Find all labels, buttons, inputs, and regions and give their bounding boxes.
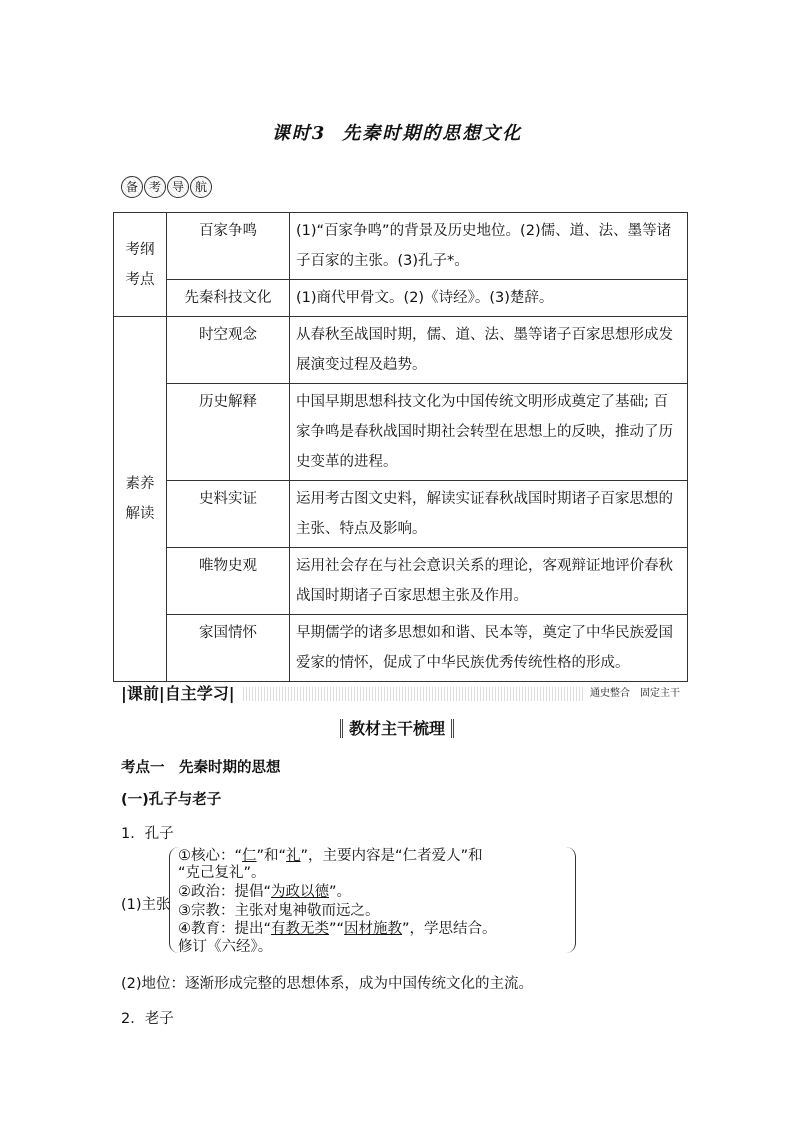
category-cell: 考纲 考点	[114, 213, 167, 317]
table-row	[114, 213, 688, 280]
table-row	[114, 384, 688, 481]
kaodian-heading: 考点一 先秦时期的思想	[121, 760, 281, 776]
table-row	[114, 548, 688, 615]
value-cell: (1)“百家争鸣”的背景及历史地位。(2)儒、道、法、墨等诸子百家的主张。(3)孔子*。	[290, 213, 688, 280]
heading-laozi: 2．老子	[121, 1011, 174, 1027]
badge-char: 考	[144, 176, 166, 198]
text: ”和“	[256, 848, 287, 864]
section-title	[0, 716, 794, 739]
key-cell: 百家争鸣	[167, 213, 290, 280]
text: ②政治：提倡“	[178, 884, 272, 900]
value-cell: 早期儒学的诸多思想如和谐、民本等，奠定了中华民族爱国爱家的情怀，促成了中华民族优秀传统性格的形成。	[290, 615, 688, 682]
table-row	[114, 481, 688, 548]
outline-table	[113, 212, 688, 682]
text: ①核心：“	[178, 848, 243, 864]
lesson-number: 课时3	[271, 123, 327, 144]
table-row	[114, 615, 688, 682]
page-title	[0, 119, 794, 145]
value-cell: 中国早期思想科技文化为中国传统文明形成奠定了基础; 百家争鸣是春秋战国时期社会转型在思想上的反映，推动了历史变革的进程。	[290, 384, 688, 481]
text: ④教育：提出“	[178, 921, 272, 937]
answer-ren: 仁	[242, 848, 257, 864]
point-politics	[178, 884, 351, 901]
key-cell: 历史解释	[167, 384, 290, 481]
answer-weizhengyide: 为政以德	[271, 884, 330, 900]
value-cell: (1)商代甲骨文。(2)《诗经》。(3)楚辞。	[290, 280, 688, 317]
badge-char: 导	[167, 176, 189, 198]
bar-label: |课前|自主学习|	[121, 684, 235, 703]
key-cell: 时空观念	[167, 317, 290, 384]
section-title-text: 教材主干梳理	[340, 719, 454, 738]
answer-li: 礼	[286, 848, 301, 864]
point-religion: ③宗教：主张对鬼神敬而远之。	[178, 903, 380, 919]
value-cell: 运用社会存在与社会意识关系的理论，客观辩证地评价春秋战国时期诸子百家思想主张及作用。	[290, 548, 688, 615]
answer-youjiaowulei: 有教无类	[271, 921, 330, 937]
key-cell: 唯物史观	[167, 548, 290, 615]
heading-kongzi-text: 1．孔子	[121, 826, 174, 842]
key-cell: 先秦科技文化	[167, 280, 290, 317]
sub-heading: (一)孔子与老子	[121, 792, 222, 808]
value-cell: 从春秋至战国时期，儒、道、法、墨等诸子百家思想形成发展演变过程及趋势。	[290, 317, 688, 384]
badge-char: 航	[190, 176, 212, 198]
key-cell: 家国情怀	[167, 615, 290, 682]
text: ”，主要内容是“仁者爱人”和	[300, 848, 483, 864]
section-bar	[121, 683, 680, 705]
zhuzhang-label: (1)主张	[121, 897, 171, 913]
heading-kongzi	[121, 822, 174, 843]
point-liujing: 修订《六经》。	[178, 939, 273, 955]
status-line: (2)地位：逐渐形成完整的思想体系，成为中国传统文化的主流。	[121, 976, 534, 992]
point-core	[178, 848, 483, 865]
key-cell: 史料实证	[167, 481, 290, 548]
answer-yincaishijiao: 因材施教	[344, 921, 403, 937]
right-brace	[565, 847, 576, 953]
text: ”，学思结合。	[402, 921, 497, 937]
lesson-title: 先秦时期的思想文化	[342, 123, 523, 144]
category-cell: 素养 解读	[114, 317, 167, 682]
badge-char: 备	[121, 176, 143, 198]
text: ”。	[329, 884, 352, 900]
value-cell: 运用考古图文史料，解读实证春秋战国时期诸子百家思想的主张、特点及影响。	[290, 481, 688, 548]
point-core-cont: “克己复礼”。	[178, 865, 266, 881]
text: ”“	[329, 921, 345, 937]
guide-badge	[121, 176, 213, 198]
table-row	[114, 317, 688, 384]
table-row	[114, 280, 688, 317]
bar-right-label: 通史整合 固定主干	[584, 686, 680, 702]
point-education	[178, 921, 497, 938]
